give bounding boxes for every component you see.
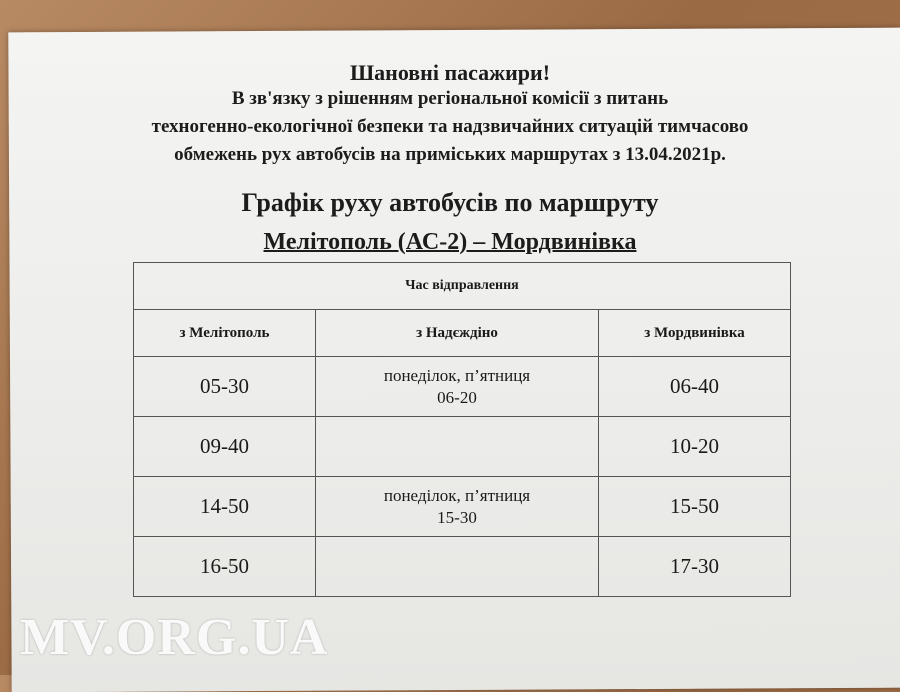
time-from-nadezhdino <box>316 477 599 537</box>
time-from-nadezhdino <box>316 537 599 597</box>
time-from-melitopol: 09-40 <box>134 417 316 477</box>
departure-time-header: Час відправлення <box>134 263 791 310</box>
table-row <box>134 417 791 477</box>
table-row <box>134 477 791 537</box>
time-from-nadezhdino <box>316 357 599 417</box>
table-row <box>134 357 791 417</box>
nadezhdino-days: понеділок, п’ятниця <box>383 485 531 505</box>
nadezhdino-days: понеділок, п’ятниця <box>383 365 531 385</box>
time-from-mordvynivka: 15-50 <box>599 477 791 537</box>
watermark: MV.ORG.UA <box>20 609 329 666</box>
route-name: Мелітополь (АС-2) – Мордвинівка <box>263 229 637 255</box>
time-from-melitopol: 16-50 <box>134 537 316 597</box>
time-from-nadezhdino <box>316 417 599 477</box>
time-from-melitopol: 14-50 <box>134 477 316 537</box>
time-from-mordvynivka: 10-20 <box>599 417 791 477</box>
table-column-header-row <box>134 310 791 357</box>
column-header-from-mordvynivka: з Мордвинівка <box>599 310 791 357</box>
notice-text-line-2: техногенно-екологічної безпеки та надзвичайних ситуацій тимчасово <box>151 116 749 137</box>
time-from-mordvynivka: 17-30 <box>599 537 791 597</box>
column-header-from-nadezhdino: з Надєждіно <box>316 310 599 357</box>
table-header-row <box>134 263 791 310</box>
time-from-melitopol: 05-30 <box>134 357 316 417</box>
notice-text-line-3: обмежень рух автобусів на приміських маршрутах з 13.04.2021р. <box>174 144 726 165</box>
schedule-title: Графік руху автобусів по маршруту <box>241 188 659 217</box>
schedule-table <box>133 262 791 597</box>
time-from-mordvynivka: 06-40 <box>599 357 791 417</box>
nadezhdino-time: 06-20 <box>437 387 477 407</box>
nadezhdino-time: 15-30 <box>437 507 477 527</box>
table-row <box>134 537 791 597</box>
column-header-from-melitopol: з Мелітополь <box>134 310 316 357</box>
route-name-container <box>0 229 900 256</box>
notice-text-line-1: В зв'язку з рішенням регіональної комісії з питань <box>231 88 669 109</box>
notice-title: Шановні пасажири! <box>349 60 551 85</box>
